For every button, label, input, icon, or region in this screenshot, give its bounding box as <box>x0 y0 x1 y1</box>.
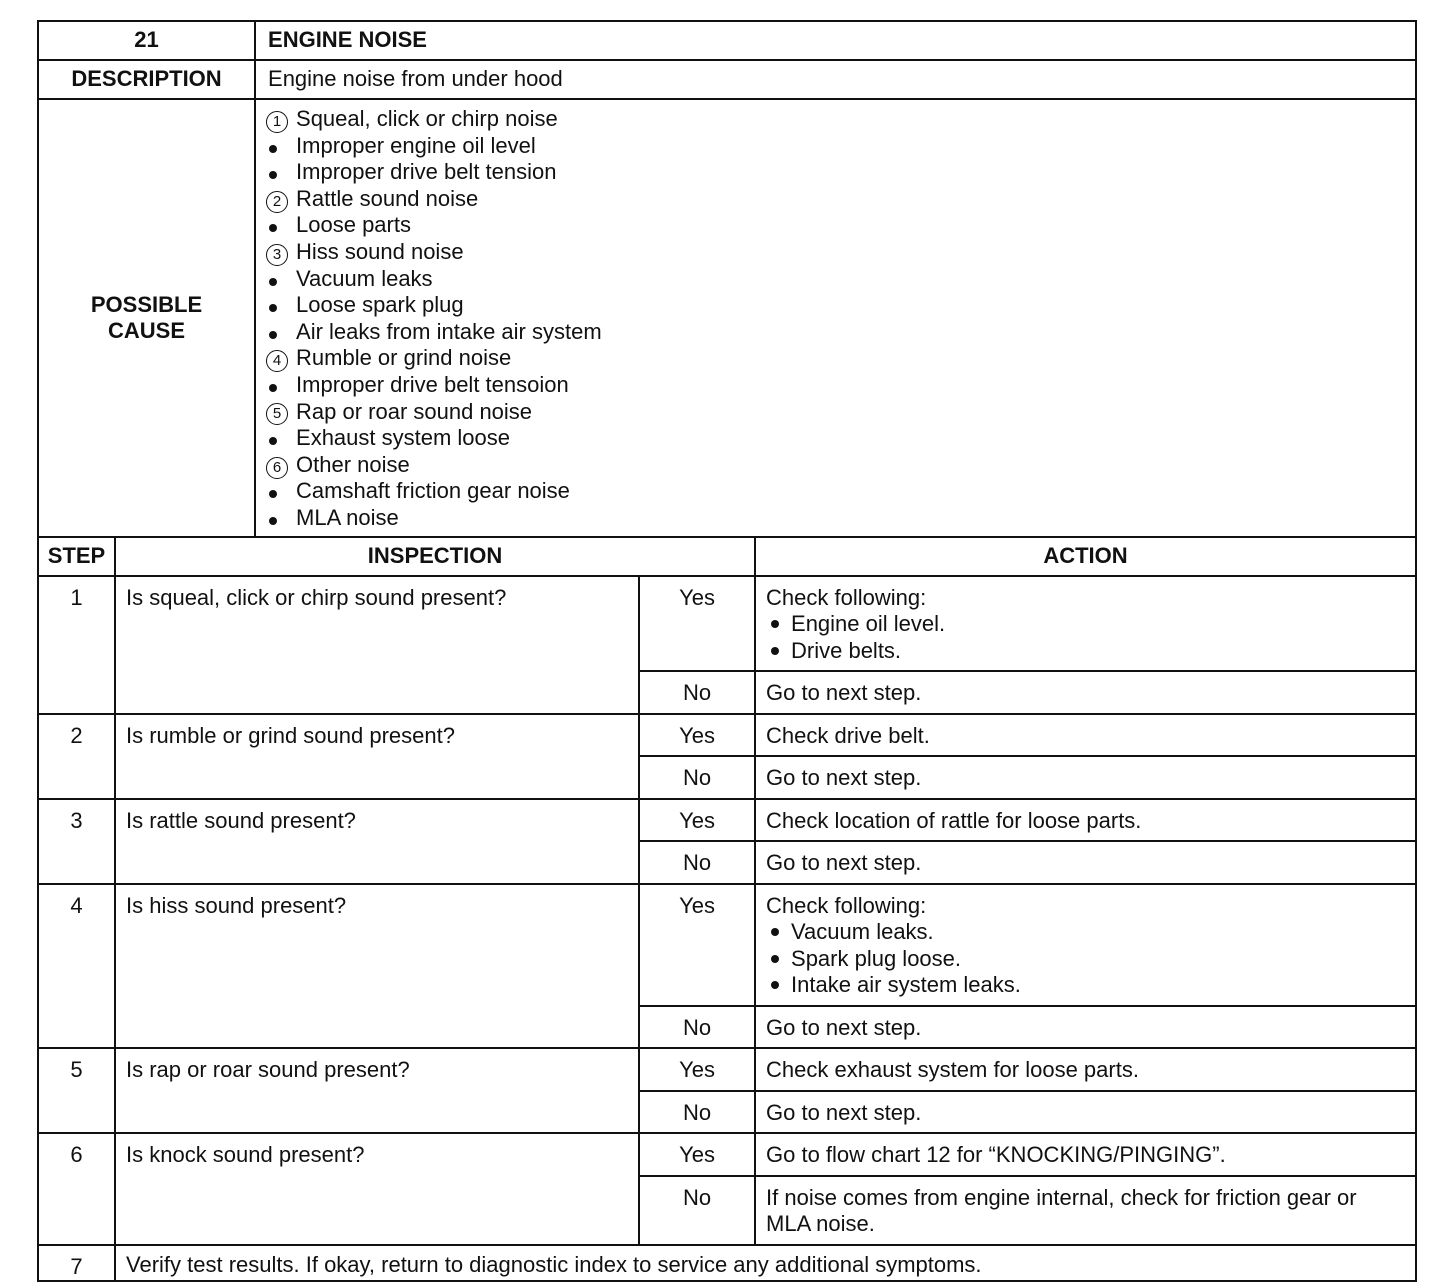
column-header-row <box>38 537 1416 576</box>
no-action: Go to next step. <box>755 756 1416 799</box>
bullet-dot <box>269 517 277 525</box>
step-number: 6 <box>38 1133 115 1245</box>
inspection-question: Is rap or roar sound present? <box>115 1048 639 1133</box>
cause-line <box>266 186 1415 213</box>
description-value: Engine noise from under hood <box>255 60 1416 99</box>
cause-line <box>266 292 1415 319</box>
numbered-circle-icon <box>266 239 296 266</box>
cause-text: Other noise <box>296 451 410 477</box>
bullet-icon <box>266 372 296 399</box>
bullet-icon <box>771 981 779 989</box>
bullet-icon <box>771 928 779 936</box>
step-row-yes <box>38 576 1416 672</box>
cause-line <box>266 452 1415 479</box>
possible-cause-label-line2: CAUSE <box>108 317 186 343</box>
action-bullet-item <box>766 638 1405 665</box>
step-column-header: STEP <box>38 537 115 576</box>
numbered-circle-icon <box>266 398 296 425</box>
action-column-header: ACTION <box>755 537 1416 576</box>
no-action: Go to next step. <box>755 1091 1416 1134</box>
final-step-row <box>38 1245 1416 1282</box>
step-number: 5 <box>38 1048 115 1133</box>
inspection-column-header: INSPECTION <box>115 537 755 576</box>
cause-text: Loose spark plug <box>296 292 464 318</box>
step-number: 2 <box>38 714 115 799</box>
bullet-icon <box>266 266 296 293</box>
possible-cause-list <box>255 99 1416 537</box>
cause-text: Air leaks from intake air system <box>296 318 602 344</box>
yes-label: Yes <box>639 1133 755 1176</box>
cause-line <box>266 399 1415 426</box>
bullet-icon <box>771 955 779 963</box>
cause-line <box>266 505 1415 532</box>
yes-action <box>755 884 1416 1006</box>
numbered-circle-icon <box>266 186 296 213</box>
inspection-question: Is squeal, click or chirp sound present? <box>115 576 639 714</box>
action-bullet-text: Spark plug loose. <box>791 945 962 971</box>
diagnostic-table <box>37 20 1417 1282</box>
bullet-dot <box>269 384 277 392</box>
description-label: DESCRIPTION <box>38 60 255 99</box>
no-action: Go to next step. <box>755 841 1416 884</box>
bullet-icon <box>266 319 296 346</box>
cause-line <box>266 345 1415 372</box>
yes-action-text: Check following: <box>766 584 927 610</box>
action-bullet-text: Engine oil level. <box>791 611 946 636</box>
yes-action-text: Go to flow chart 12 for “KNOCKING/PINGING”. <box>766 1142 1226 1167</box>
possible-cause-label-line1: POSSIBLE <box>90 291 203 317</box>
circle-number: 3 <box>266 244 288 266</box>
no-action: If noise comes from engine internal, check for friction gear or MLA noise. <box>755 1176 1416 1245</box>
possible-cause-label <box>38 99 255 537</box>
action-bullet-text: Vacuum leaks. <box>791 919 934 944</box>
yes-action <box>755 576 1416 672</box>
bullet-dot <box>269 224 277 232</box>
final-step-text: Verify test results. If okay, return to diagnostic index to service any additional symptoms. <box>115 1245 1416 1282</box>
chart-title: ENGINE NOISE <box>255 21 1416 60</box>
action-bullet-item <box>766 946 1405 973</box>
yes-action <box>755 799 1416 842</box>
cause-text: Vacuum leaks <box>296 265 433 291</box>
cause-line <box>266 425 1415 452</box>
yes-label: Yes <box>639 799 755 842</box>
yes-label: Yes <box>639 884 755 1006</box>
possible-cause-row <box>38 99 1416 537</box>
numbered-circle-icon <box>266 106 296 133</box>
cause-line <box>266 212 1415 239</box>
circle-number: 1 <box>266 111 288 133</box>
numbered-circle-icon <box>266 452 296 479</box>
cause-text: Rap or roar sound noise <box>296 398 533 424</box>
bullet-icon <box>266 505 296 532</box>
step-number: 3 <box>38 799 115 884</box>
yes-label: Yes <box>639 576 755 672</box>
cause-line <box>266 133 1415 160</box>
header-row <box>38 21 1416 60</box>
bullet-dot <box>269 490 277 498</box>
cause-text: Improper drive belt tensoion <box>296 371 569 397</box>
diagnostic-sheet <box>37 20 1415 1282</box>
step-row-yes <box>38 714 1416 757</box>
step-row-yes <box>38 1048 1416 1091</box>
bullet-icon <box>266 133 296 160</box>
step-row-yes <box>38 799 1416 842</box>
bullet-dot <box>269 437 277 445</box>
bullet-icon <box>771 620 779 628</box>
description-row <box>38 60 1416 99</box>
cause-text: Rumble or grind noise <box>296 345 512 371</box>
cause-line <box>266 159 1415 186</box>
circle-number: 4 <box>266 350 288 372</box>
bullet-icon <box>266 425 296 452</box>
bullet-icon <box>266 478 296 505</box>
yes-action <box>755 1048 1416 1091</box>
circle-number: 6 <box>266 457 288 479</box>
bullet-icon <box>771 647 779 655</box>
yes-action <box>755 1133 1416 1176</box>
yes-label: Yes <box>639 714 755 757</box>
bullet-icon <box>266 159 296 186</box>
cause-line <box>266 239 1415 266</box>
numbered-circle-icon <box>266 345 296 372</box>
cause-text: Loose parts <box>296 212 411 238</box>
inspection-question: Is knock sound present? <box>115 1133 639 1245</box>
action-bullet-item <box>766 972 1405 999</box>
yes-label: Yes <box>639 1048 755 1091</box>
yes-action-text: Check drive belt. <box>766 722 930 748</box>
yes-action-text: Check exhaust system for loose parts. <box>766 1057 1139 1082</box>
bullet-dot <box>269 171 277 179</box>
yes-action-text: Check following: <box>766 892 927 918</box>
step-number: 4 <box>38 884 115 1049</box>
no-action: Go to next step. <box>755 671 1416 714</box>
step-row-yes <box>38 884 1416 1006</box>
step-number: 7 <box>38 1245 115 1282</box>
no-label: No <box>639 1176 755 1245</box>
cause-text: Squeal, click or chirp noise <box>296 106 558 132</box>
action-bullet-text: Drive belts. <box>791 637 902 663</box>
step-number: 1 <box>38 576 115 714</box>
cause-line <box>266 319 1415 346</box>
chart-number: 21 <box>38 21 255 60</box>
step-row-yes <box>38 1133 1416 1176</box>
table-body <box>38 21 1416 1281</box>
cause-line <box>266 106 1415 133</box>
action-bullet-item <box>766 611 1405 638</box>
no-label: No <box>639 1091 755 1134</box>
no-label: No <box>639 756 755 799</box>
cause-text: Rattle sound noise <box>296 185 479 211</box>
cause-text: Exhaust system loose <box>296 425 510 451</box>
cause-text: Camshaft friction gear noise <box>296 478 570 504</box>
cause-text: Hiss sound noise <box>296 239 464 265</box>
cause-text: MLA noise <box>296 504 399 530</box>
inspection-question: Is hiss sound present? <box>115 884 639 1049</box>
bullet-dot <box>269 331 277 339</box>
cause-line <box>266 266 1415 293</box>
action-bullet-item <box>766 919 1405 946</box>
bullet-dot <box>269 304 277 312</box>
no-action: Go to next step. <box>755 1006 1416 1049</box>
bullet-dot <box>269 145 277 153</box>
cause-text: Improper drive belt tension <box>296 159 557 185</box>
bullet-icon <box>266 292 296 319</box>
inspection-question: Is rumble or grind sound present? <box>115 714 639 799</box>
cause-line <box>266 372 1415 399</box>
cause-line <box>266 478 1415 505</box>
cause-text: Improper engine oil level <box>296 132 536 158</box>
bullet-icon <box>266 212 296 239</box>
circle-number: 2 <box>266 191 288 213</box>
yes-action <box>755 714 1416 757</box>
circle-number: 5 <box>266 403 288 425</box>
bullet-dot <box>269 278 277 286</box>
inspection-question: Is rattle sound present? <box>115 799 639 884</box>
no-label: No <box>639 841 755 884</box>
yes-action-text: Check location of rattle for loose parts. <box>766 807 1142 833</box>
no-label: No <box>639 671 755 714</box>
action-bullet-text: Intake air system leaks. <box>791 972 1021 997</box>
no-label: No <box>639 1006 755 1049</box>
